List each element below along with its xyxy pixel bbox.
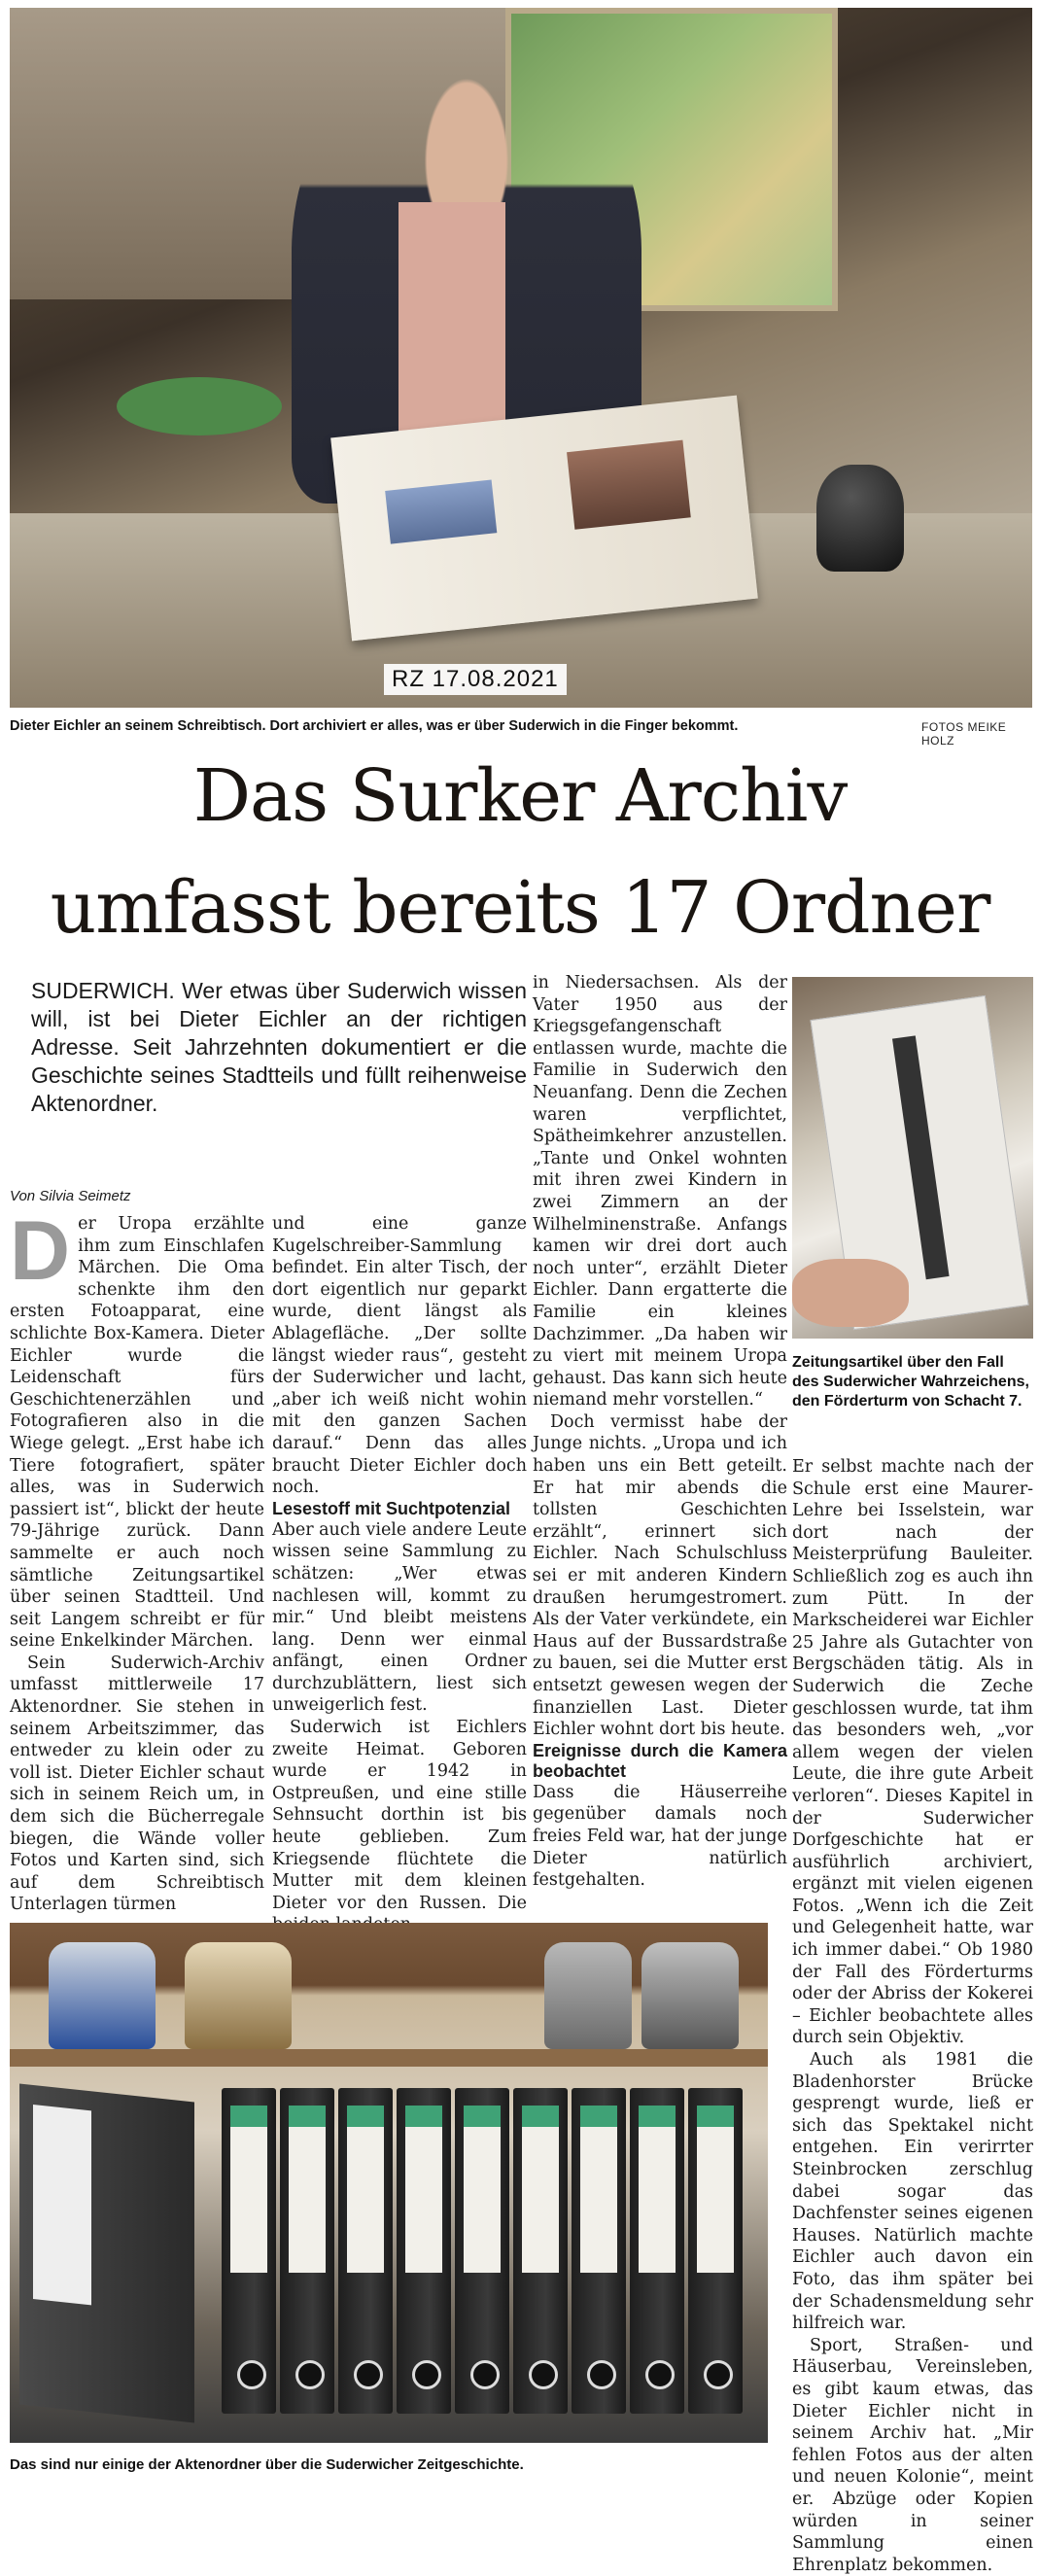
date-stamp: RZ 17.08.2021 bbox=[384, 664, 567, 695]
photo-binder-2 bbox=[280, 2088, 334, 2414]
binder-label bbox=[405, 2106, 442, 2273]
photo-weight bbox=[816, 465, 904, 572]
binder-label bbox=[289, 2106, 326, 2273]
photo-binder-7 bbox=[572, 2088, 626, 2414]
headline-line-2: umfasst bereits 17 Ordner bbox=[50, 866, 990, 950]
photo-credit: FOTOS MEIKE HOLZ bbox=[921, 720, 1007, 748]
binder-ring bbox=[295, 2360, 325, 2389]
photo-lamp-2 bbox=[641, 1942, 739, 2049]
intro-text: Wer etwas über Suderwich wissen will, ist bei Dieter Eichler an der richtigen Adresse. Seit Jahrzehnten dokumentiert er die Geschichte seines Stadtteils und füllt reihenweise Aktenordner. bbox=[31, 978, 527, 1116]
article-column-1 bbox=[10, 1204, 264, 1916]
article-column-2 bbox=[272, 1213, 527, 1936]
col1-paragraph-1: er Uropa erzählte ihm zum Einschlafen Märchen. Die Oma schenkte ihm den ersten Fotoapparat, eine schlichte Box-Kamera. Dieter Eichler wurde die Leidenschaft fürs Geschichtenerzählen und Fotografieren also in die Wiege gelegt. „Erst habe ich Tiere fotografiert, später alles, was in Suderwich passiert ist“, blickt der heute 79-Jährige zurück. Dann sammelte er auch noch sämtliche Zeitungsartikel über seinen Stadtteil. Und seit Langem schreibt er für seine Enkelkinder Märchen. bbox=[10, 1214, 264, 1652]
binder-ring bbox=[645, 2360, 675, 2389]
binder-label bbox=[639, 2106, 676, 2273]
photo-binder-9 bbox=[688, 2088, 743, 2414]
photo-binder-4 bbox=[397, 2088, 451, 2414]
binder-label bbox=[347, 2106, 384, 2273]
dropcap: D bbox=[10, 1204, 71, 1298]
subheading-2: Ereignisse durch die Kamera beobachtet bbox=[533, 1740, 787, 1781]
photo-hand bbox=[792, 1259, 909, 1327]
col2-paragraph-1: und eine ganze Kugelschreiber-Sammlung befindet. Ein alter Tisch, der dort eigentlich nur geparkt wurde, dient längst als Ablagefläche. „Der sollte längst wieder raus“, gesteht der Suderwicher und lacht, „aber ich weiß nicht wohin mit den ganzen Sachen darauf.“ Denn das alles braucht Dieter Eichler doch noch. bbox=[272, 1214, 527, 1498]
binder-ring bbox=[587, 2360, 616, 2389]
photo-binder-1 bbox=[222, 2088, 276, 2414]
binder-label bbox=[580, 2106, 617, 2273]
dateline: SUDERWICH. bbox=[31, 978, 175, 1003]
photo-binder-6 bbox=[513, 2088, 568, 2414]
binder-label bbox=[230, 2106, 267, 2273]
binder-ring bbox=[704, 2360, 733, 2389]
clipping-photo-caption: Zeitungsartikel über den Fall des Suderwicher Wahrzeichens, den Förderturm von Schacht 7. bbox=[792, 1354, 1029, 1410]
photo-stein bbox=[185, 1942, 292, 2049]
large-binder-label bbox=[33, 2105, 91, 2305]
binder-label bbox=[697, 2106, 734, 2273]
photo-green-chair bbox=[117, 377, 282, 435]
clipping-headline-strip bbox=[892, 1035, 950, 1279]
binder-ring bbox=[529, 2360, 558, 2389]
photo-binder-8 bbox=[630, 2088, 684, 2414]
main-photo-caption: Dieter Eichler an seinem Schreibtisch. Dort archiviert er alles, was er über Suderwich in die Finger bekommt. bbox=[10, 718, 739, 734]
photo-lamp bbox=[544, 1942, 632, 2049]
photo-binder bbox=[330, 396, 758, 642]
binder-ring bbox=[354, 2360, 383, 2389]
col3-paragraph-2: Doch vermisst habe der Junge nichts. „Uropa und ich haben uns ein Bett geteilt. Er hat mir abends die tollsten Geschichten erzählt“, erinnert sich Eichler. Nach Schulschluss sei er mit anderen Kindern draußen herumgestromert. Als der Vater verkündete, ein Haus auf der Bussardstraße zu bauen, sei die Mutter erst entsetzt gewesen wegen der finanziellen Last. Dieter Eichler wohnt dort bis heute. bbox=[533, 1411, 787, 1740]
binder-label bbox=[522, 2106, 559, 2273]
col2-paragraph-3: Suderwich ist Eichlers zweite Heimat. Geboren wurde er 1942 in Ostpreußen, und eine stille Sehnsucht dorthin ist bis heute geblieben. Zum Kriegsende flüchtete die Mutter mit dem kleinen Dieter vor den Russen. Die bbox=[272, 1718, 527, 1913]
subheading-1: Lesestoff mit Suchtpotenzial bbox=[272, 1498, 511, 1518]
photo-shelf bbox=[10, 2049, 768, 2067]
col4-paragraph-1: Er selbst machte nach der Schule erst eine Maurer-Lehre bei Isselstein, war dort nach der Meisterprüfung Bauleiter. Schließlich zog es auch ihn zum Pütt. In der Markscheiderei war Eichler 25 Jahre als Gutachter von Bergschäden tätig. Als in Suderwich die Zeche geschlossen wurde, tat ihm das besonders weh, „vor allem wegen der vielen Leute, die ihre gute Arbeit verloren“. Dieses Kapitel in der Suderwicher Dorfgeschichte hat er ausführlich archiviert, ergänzt mit vielen eigenen Fotos. „Wenn ich die Zeit und Gelegenheit hatte, war ich immer dabei.“ Ob 1980 der Fall des Förderturms oder der Abriss der Kokerei – Eichler beobachtete alles durch sein Objektiv. bbox=[792, 1457, 1033, 2048]
folders-photo bbox=[10, 1923, 768, 2443]
photo-binder-5 bbox=[455, 2088, 509, 2414]
article-column-3 bbox=[533, 972, 787, 1892]
clipping-photo bbox=[792, 977, 1033, 1339]
binder-photo-2 bbox=[567, 440, 691, 530]
photo-jar bbox=[49, 1942, 156, 2049]
col3-paragraph-3: Dass die Häuserreihe gegenüber damals noch freies Feld war, hat der junge Dieter natürlich festgehalten. bbox=[533, 1782, 787, 1891]
photo-large-binder bbox=[19, 2084, 194, 2423]
col4-paragraph-3: Sport, Straßen- und Häuserbau, Vereinsleben, es gibt kaum etwas, das Dieter Eichler nicht in seinem Archiv hat. „Mir fehlen Fotos aus der alten und neuen Kolonie“, meint er. Abzüge oder Kopien würden in seiner Sammlung einen Ehrenplatz bekommen. bbox=[792, 2335, 1033, 2575]
col4-paragraph-2: Auch als 1981 die Bladenhorster Brücke gesprengt wurde, ließ er sich das Spektakel nicht entgehen. Ein verirrter Steinbrocken zerschlug dabei sogar das Dachfenster seines eigenen Hauses. Natürlich machte Eichler auch davon ein Foto, das ihm später bei der Schadensmeldung sehr hilfreich war. bbox=[792, 2050, 1033, 2334]
intro-paragraph bbox=[31, 977, 527, 1118]
binder-ring bbox=[470, 2360, 500, 2389]
article-column-4 bbox=[792, 1456, 1033, 2576]
col3-paragraph-1: in Niedersachsen. Als der Vater 1950 aus der Kriegsgefangenschaft entlassen wurde, machte die Familie in Suderwich den Neuanfang. Denn die Zechen waren verpflichtet, Spätheimkehrer anzustellen. „Tante und Onkel wohnten mit ihren zwei Kindern in zwei Zimmern an der Wilhelminenstraße. Anfangs kamen wir drei dort auch noch unter“, erzählt Dieter Eichler. Dann ergatterte die Familie ein kleines Dachzimmer. „Da haben wir zu viert mit meinem Uropa gehaust. Das kann sich heute niemand mehr vorstellen.“ bbox=[533, 973, 787, 1410]
binder-ring bbox=[237, 2360, 266, 2389]
col1-paragraph-2: Sein Suderwich-Archiv umfasst mittlerweile 17 Aktenordner. Sie stehen in seinem Arbeitszimmer, das entweder zu klein oder zu voll ist. Dieter Eichler schaut sich in seinem Reich um, in dem sich die Bücherregale biegen, die Wände voller Fotos und Karten sind, sich auf dem Schreibtisch Unterlagen türmen bbox=[10, 1653, 264, 1915]
col2-paragraph-2: Aber auch viele andere Leute wissen seine Sammlung zu schätzen: „Wer etwas nachlesen will, kommt zu mir.“ Und bleibt meistens lang. Denn wer einmal anfängt, einen Ordner durchzublättern, liest sich unweigerlich fest. bbox=[272, 1519, 528, 1716]
binder-label bbox=[464, 2106, 501, 2273]
byline: Von Silvia Seimetz bbox=[10, 1188, 131, 1204]
main-photo bbox=[10, 8, 1032, 708]
binder-photo-1 bbox=[385, 479, 497, 543]
headline-line-1: Das Surker Archiv bbox=[192, 754, 848, 838]
binder-ring bbox=[412, 2360, 441, 2389]
folders-photo-caption: Das sind nur einige der Aktenordner über die Suderwicher Zeitgeschichte. bbox=[10, 2456, 524, 2473]
photo-binder-3 bbox=[338, 2088, 393, 2414]
